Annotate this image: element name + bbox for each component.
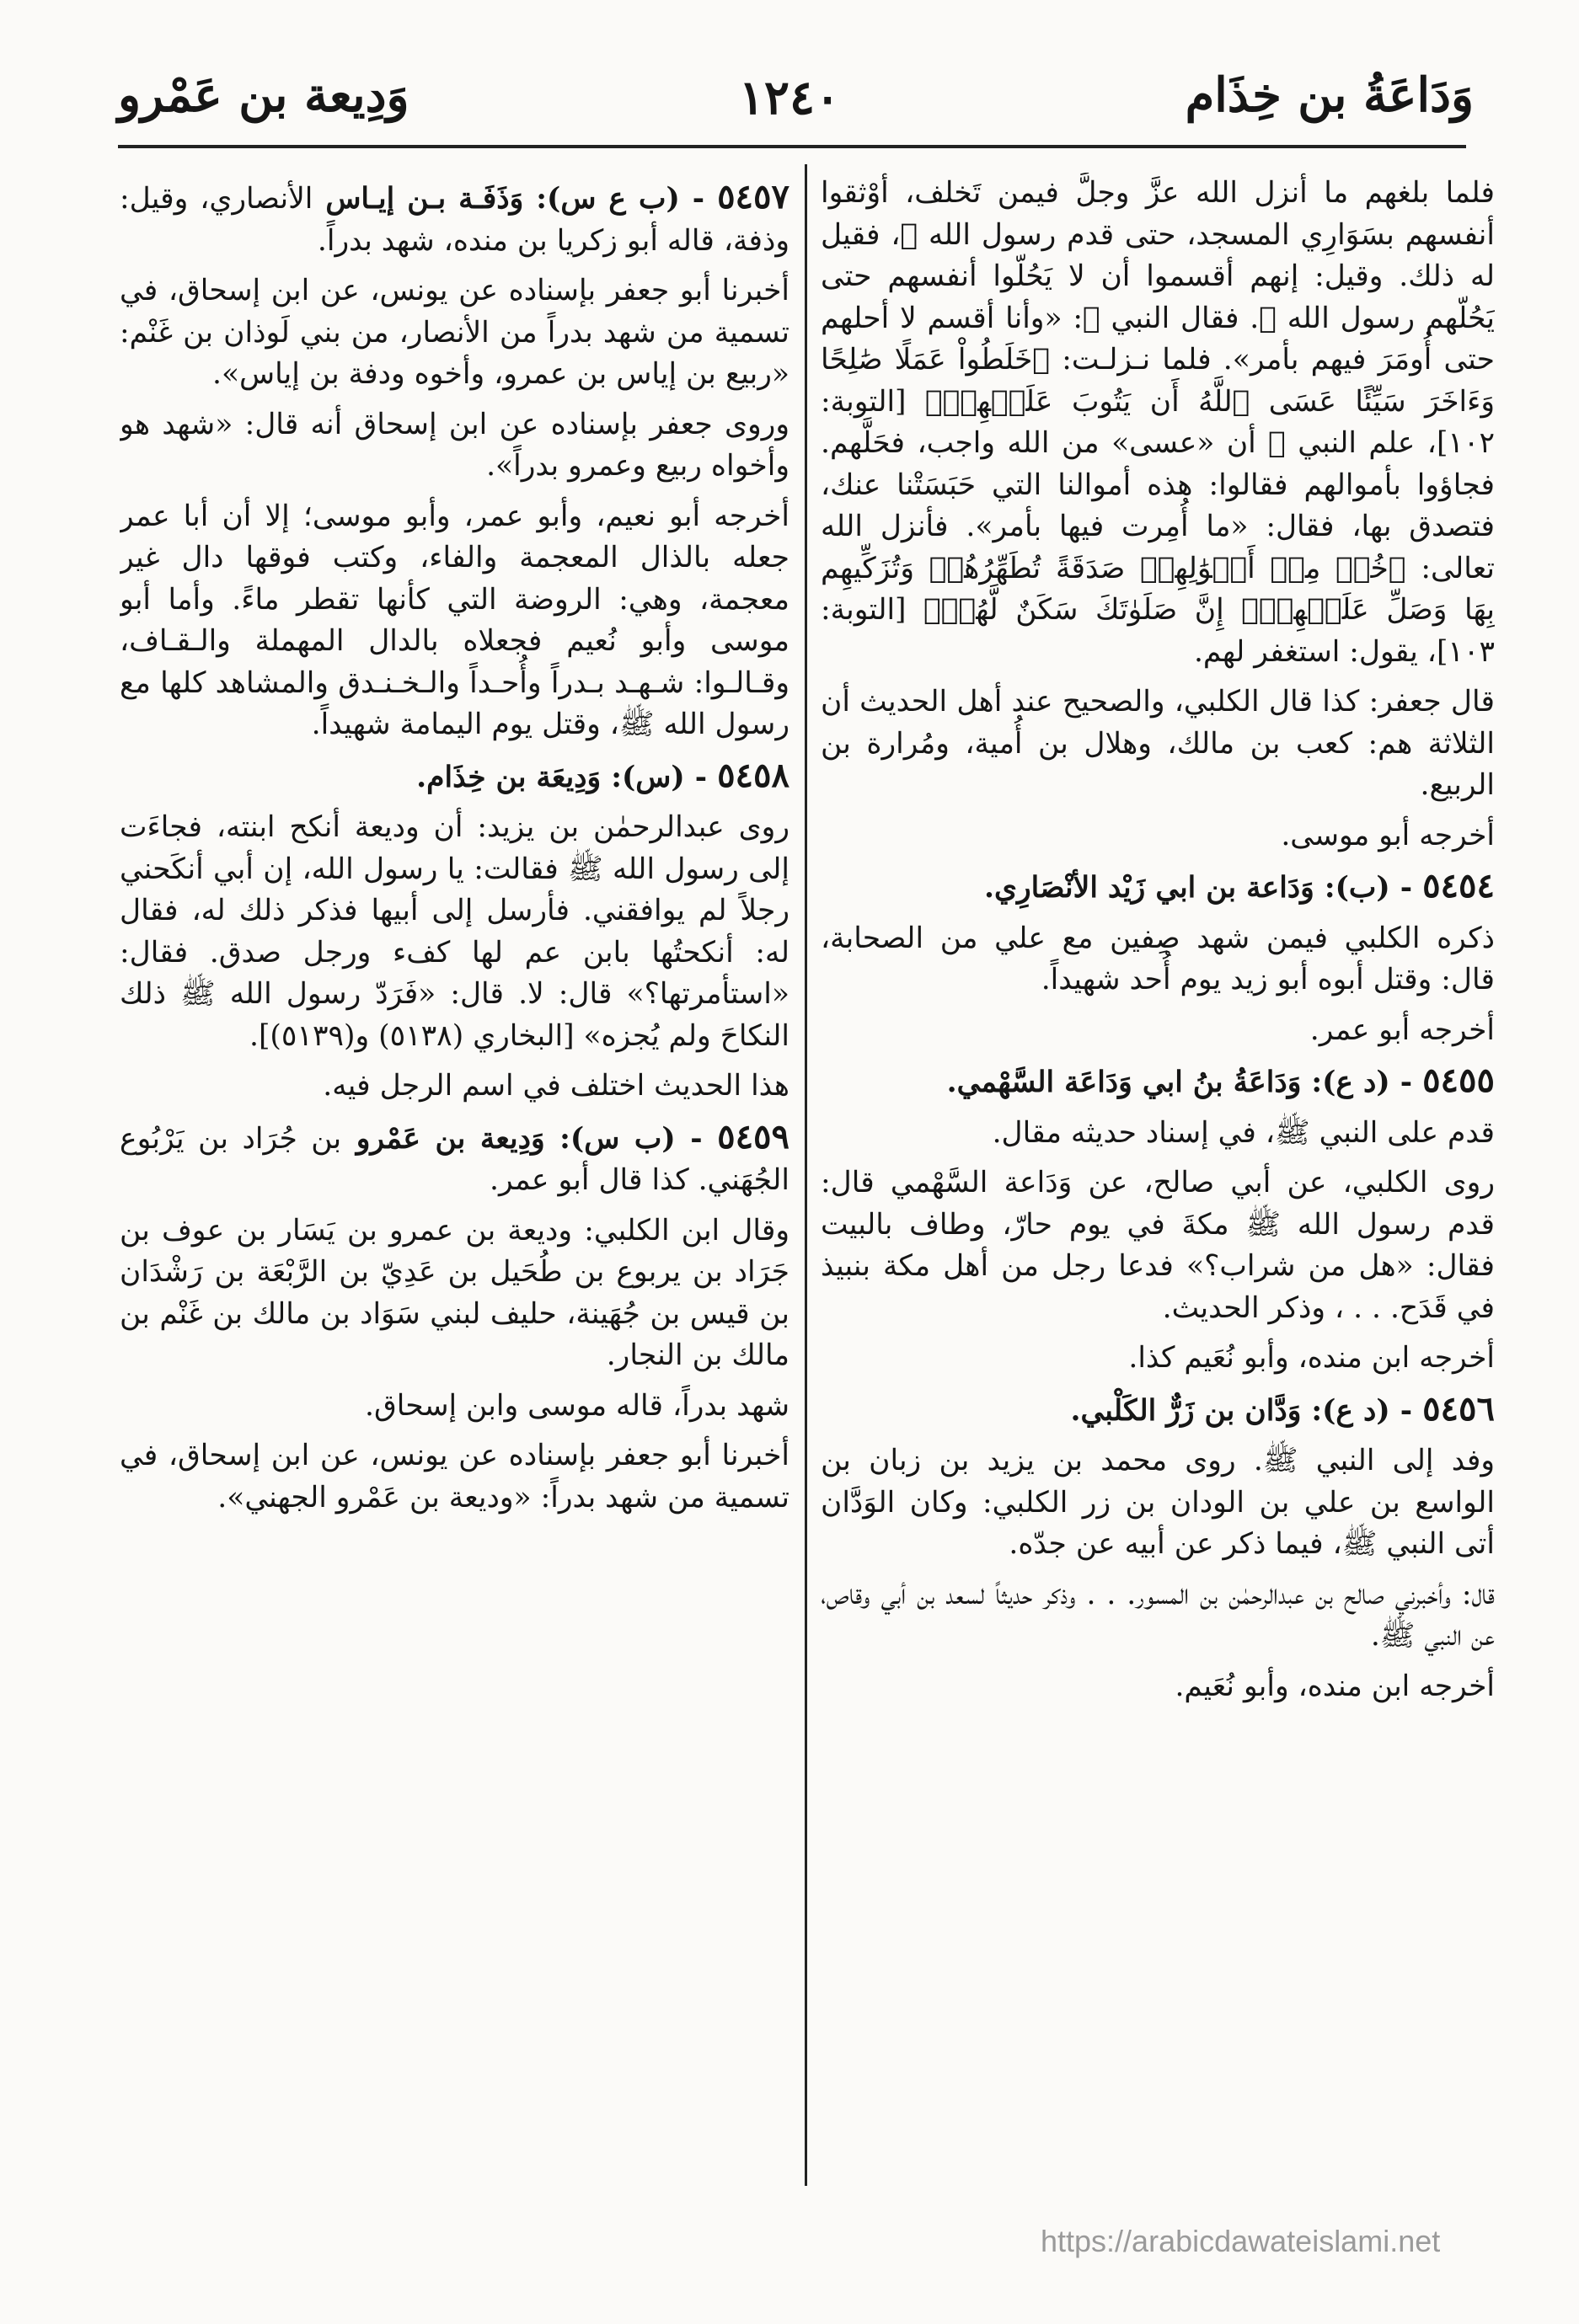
body-paragraph: روى عبدالرحمٰن بن يزيد: أن وديعة أنكح ابنته، فجاءَت إلى رسول الله ﷺ فقالت: يا رسول الله، إن أبي أنكَحني رجلاً لم يوافقني. فأرسل إلى أبيها فذكر ذلك له، فقال له: أنكحتُها بابن عم لها كفء ورجل صدق. فقال: «استأمرتها؟» قال: لا. قال: «فَرَدّ رسول الله ﷺ ذلك النكاحَ ولم يُجزه» [البخاري (٥١٣٨) و(٥١٣٩)]. [120,810,790,1053]
body-paragraph: أخرجه أبو عمر. [1309,1012,1495,1047]
entry-heading [120,176,790,262]
body-paragraph: أخرجه أبو موسى. [1281,818,1495,852]
body-paragraph: أخبرنا أبو جعفر بإسناده عن يونس، عن ابن إسحاق، في تسمية من شهد بدراً: «وديعة بن عَمْرو الجهني». [120,1439,790,1515]
page-number: ١٢٤٠ [738,70,841,126]
running-head-right: وَدَاعَةُ بن خِذَام [1185,67,1474,123]
entry-title: - (د ع): وَدَاعَةُ بنُ ابي وَدَاعَة السَّهْمي. [946,1066,1423,1099]
body-paragraph: هذا الحديث اختلف في اسم الرجل فيه. [323,1069,790,1103]
entry-text: الأنصاري، وقيل: وذفة، قاله أبو زكريا بن منده، شهد بدراً. [120,182,790,258]
left-column [120,173,790,2161]
watermark-url: https://arabicdawateislami.net [1041,2224,1441,2258]
body-paragraph: وفد إلى النبي ﷺ. روى محمد بن يزيد بن زبان بن الواسع بن علي بن الودان بن زر الكلبي: وكان الوَدَّان أتى النبي ﷺ، فيما ذكر عن أبيه عن جدّه. [821,1444,1495,1561]
entry-title: - (ب ع س): وَذَفَـة بـن إيـاس [313,182,718,216]
body-paragraph: روى الكلبي، عن أبي صالح، عن وَدَاعة السَّهْمي قال: قدم رسول الله ﷺ مكةَ في يوم حارّ، وطاف بالبيت فقال: «هل من شراب؟» فدعا رجل من أهل مكة بنبيذ في قَدَح. . . ، وذكر الحديث. [821,1166,1495,1325]
entry-title: - (س): وَدِيعَة بن خِذَام. [416,760,718,794]
body-paragraph: ذكره الكلبي فيمن شهد صِفين مع علي من الصحابة، قال: وقتل أبوه أبو زيد يوم أُحد شهيداً. [821,921,1495,996]
body-paragraph: أخرجه أبو نعيم، وأبو عمر، وأبو موسى؛ إلا أن أبا عمر جعله بالذال المعجمة والفاء، وكتب فوقها دال غير معجمة، وهي: الروضة التي كأنها تقطر ماءً. وأما أبو موسى وأبو نُعيم فجعلاه بالدال المهملة والـقـاف، وقـالـوا: شـهـد بـدراً وأُحـداً والـخـنـدق والمشاهد كلها مع رسول الله ﷺ، وقتل يوم اليمامة شهيداً. [120,499,790,741]
running-head-left: وَدِيعة بن عَمْرو [118,67,409,123]
entry-title: - (د ع): وَدَّان بن زَرٌّ الكَلْبي. [1070,1393,1423,1428]
body-paragraph: قال: وأخبرني صالح بن عبدالرحمٰن بن المسور. . . وذكر حديثاً لسعد بن أبي وقاص، عن النبي ﷺ. [821,1577,1495,1653]
entry-number: ٥٤٥٩ [717,1116,790,1157]
entry-heading [821,1388,1495,1433]
body-paragraph: قدم على النبي ﷺ، في إسناد حديثه مقال. [992,1115,1495,1150]
entry-text: بن جُرَاد بن يَرْبُوع الجُهَني. كذا قال أبو عمر. [120,1121,790,1197]
entry-number: ٥٤٥٧ [717,177,790,216]
body-paragraph: وقال ابن الكلبي: وديعة بن عمرو بن يَسَار بن عوف بن جَرَاد بن يربوع بن طُحَيل بن عَدِيّ بن الرَّبْعَة بن رَشْدَان بن قيس بن جُهَينة، حليف لبني سَوَاد بن مالك بن غَنْم بن مالك بن النجار. [120,1213,790,1372]
header-rule [118,145,1466,148]
entry-heading [120,755,790,799]
body-paragraph: فلما بلغهم ما أنزل الله عزَّ وجلَّ فيمن تَخلف، أَوْثقوا أنفسهم بسَوَارِي المسجد، حتى قدم رسول الله ﷺ، فقيل له ذلك. وقيل: إنهم أقسموا أن لا يَحُلّوا أنفسهم حتى يَحُلّهم رسول الله ﷺ. فقال النبي ﷺ: «وأنا أقسم لا أحلهم حتى أُومَرَ فيهم بأمر». فلما نـزلـت: ﴿خَلَطُواْ عَمَلًا صَٰلِحًا وَءَاخَرَ سَيِّئًا عَسَى ٱللَّهُ أَن يَتُوبَ عَلَيۡهِمۡ﴾ [التوبة: ١٠٢]، علم النبي ﷺ أن «عسى» من الله واجب، فحَلَّهم. فجاؤوا بأموالهم فقالوا: هذه أموالنا التي حَبَسَتْنا عنك، فتصدق بها، فقال: «ما أُمِرت فيها بأمر». فأنزل الله تعالى: ﴿خُذۡ مِنۡ أَمۡوَٰلِهِمۡ صَدَقَةً تُطَهِّرُهُمۡ وَتُزَكِّيهِم بِهَا وَصَلِّ عَلَيۡهِمۡۖ إِنَّ صَلَوٰتَكَ سَكَنٌ لَّهُمۡ﴾ [التوبة: ١٠٣]، يقول: استغفر لهم. [821,176,1495,669]
entry-number: ٥٤٥٨ [717,755,790,795]
entry-heading [821,865,1495,910]
entry-number: ٥٤٥٥ [1422,1060,1495,1100]
body-paragraph: قال جعفر: كذا قال الكلبي، والصحيح عند أهل الحديث أن الثلاثة هم: كعب بن مالك، وهلال بن أُمية، ومُرارة بن الربيع. [821,685,1495,802]
body-paragraph: أخرجه ابن منده، وأبو نُعَيم كذا. [1128,1341,1495,1375]
entry-heading [821,1060,1495,1104]
entry-title: - (ب): وَدَاعة بن ابي زَيْد الأنْصَارِي. [983,871,1423,905]
body-paragraph: أخرجه ابن منده، وأبو نُعَيم. [1175,1669,1495,1703]
entry-title: - (ب س): وَدِيعة بن عَمْرو [341,1121,718,1156]
entry-number: ٥٤٥٤ [1422,866,1495,906]
body-paragraph: وروى جعفر بإسناده عن ابن إسحاق أنه قال: «شهد هو وأخواه ربيع وعمرو بدراً». [120,407,790,483]
body-paragraph: شهد بدراً، قاله موسى وابن إسحاق. [365,1388,790,1423]
body-paragraph: أخبرنا أبو جعفر بإسناده عن يونس، عن ابن إسحاق، في تسمية من شهد بدراً من الأنصار، من بني لَوذان بن غَنْم: «ربيع بن إياس بن عمرو، وأخوه ودفة بن إياس». [120,274,790,391]
entry-heading [120,1116,790,1202]
column-divider [805,164,807,2186]
right-column [821,173,1495,2161]
entry-number: ٥٤٥٦ [1422,1388,1495,1429]
